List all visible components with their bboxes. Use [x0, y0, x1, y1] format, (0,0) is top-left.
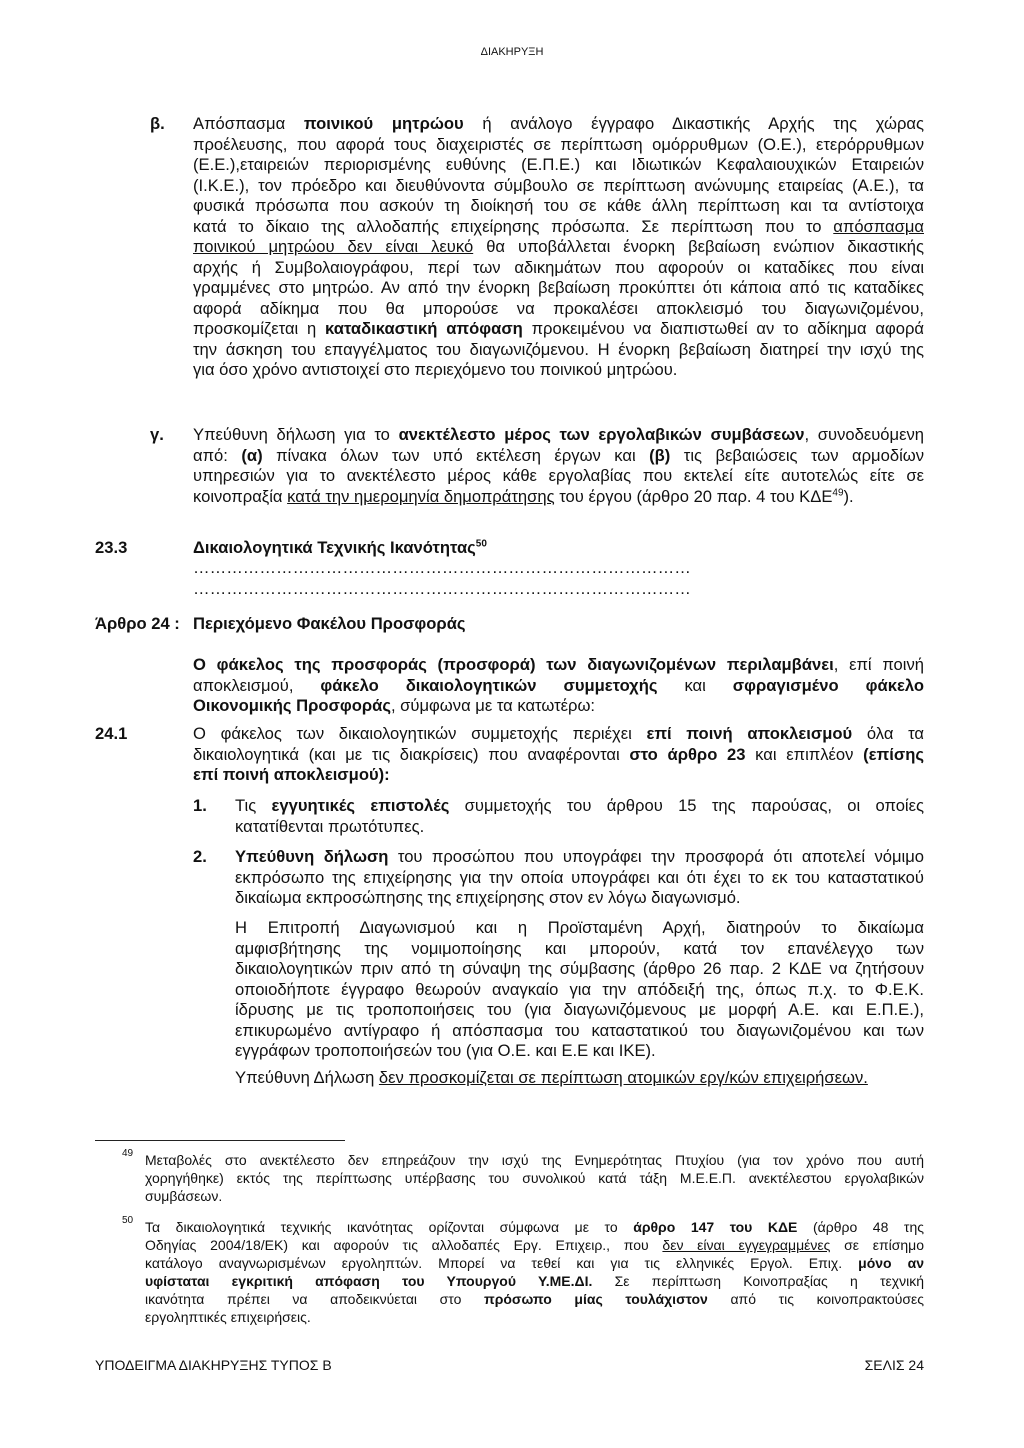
committee-paragraph: Η Επιτροπή Διαγωνισμού και η Προϊσταμένη Αρχή, διατηρούν το δικαίωμα αμφισβήτησης της νομιμοποίησης και μπορούν, κατά τον επανέλεγχο των δικαιολογητικών πριν από τη σύναψη της σύμβασης (άρθρο 26 παρ. 2 ΚΔΕ να ζητήσουν οποιοδήποτε έγγραφο θεωρούν αναγκαίο για την απόδειξή της, όπως π.χ. το Φ.Ε.Κ. ίδρυσης με τις τροποποιήσεις του (για διαγωνιζόμενους με μορφή Α.Ε. και Ε.Π.Ε.), επικυρωμένο αντίγραφο ή απόσπασμα του καταστατικού του διαγωνιζομένου και των εγγράφων τροποποιήσεών του (για Ο.Ε. και Ε.Ε και ΙΚΕ). — [235, 918, 924, 1060]
para-c-marker: γ. — [150, 425, 164, 444]
para-b-marker: β. — [150, 114, 165, 133]
para-c-text: Υπεύθυνη δήλωση για το ανεκτέλεστο μέρος των εργολαβικών συμβάσεων, συνοδευόμενη από: (α) πίνακα όλων των υπό εκτέλεση έργων και (β) τις βεβαιώσεις των αρμοδίων υπηρεσιών για το ανεκτέλεστο μέρος κάθε εργολαβίας που εκτελεί είτε αυτοτελώς είτε σε κοινοπραξία κατά την ημερομηνία δημοπράτησης του έργου (άρθρο 20 παρ. 4 του ΚΔΕ$^{49}$). — [193, 425, 924, 506]
article-24-label: Άρθρο 24 : — [95, 614, 180, 633]
item-1-text: Τις εγγυητικές επιστολές συμμετοχής του άρθρου 15 της παρούσας, οι οποίες κατατίθενται πρωτότυπες. — [235, 796, 924, 836]
section-23-3-dots: ……………………………………………………………………………… ……………………………………………………………………………… — [193, 558, 691, 598]
article-24-title: Περιεχόμενο Φακέλου Προσφοράς — [193, 614, 466, 633]
item-2-text: Υπεύθυνη δήλωση του προσώπου που υπογράφει την προσφορά ότι αποτελεί νόμιμο εκπρόσωπο της επιχείρησης για την οποία υπογράφει και ότι έχει το εκ του καταστατικού δικαίωμα εκπροσώπησης της επιχείρησης στον εν λόγω διαγωνισμό. — [235, 847, 924, 907]
item-1-number: 1. — [193, 796, 207, 815]
section-24-1-number: 24.1 — [95, 724, 128, 743]
article-24-intro: Ο φάκελος της προσφοράς (προσφορά) των διαγωνιζομένων περιλαμβάνει, επί ποινή αποκλεισμού, φάκελο δικαιολογητικών συμμετοχής και σφραγισμένο φάκελο Οικονομικής Προσφοράς, σύμφωνα με τα κατωτέρω: — [193, 655, 924, 715]
footer-left: ΥΠΟΔΕΙΓΜΑ ΔΙΑΚΗΡΥΞΗΣ ΤΥΠΟΣ Β — [95, 1357, 332, 1373]
footnote-49-number: 49 — [122, 1148, 134, 1159]
para-b-text: Απόσπασμα ποινικού μητρώου ή ανάλογο έγγραφο Δικαστικής Αρχής της χώρας προέλευσης, που αφορά τους διαχειριστές σε περίπτωση ομόρρυθμων (Ο.Ε.), ετερόρρυθμων (Ε.Ε.),εταιρειών περιορισμένης ευθύνης (Ε.Π.Ε.) και Ιδιωτικών Κεφαλαιουχικών Εταιρειών (Ι.Κ.Ε.), τον πρόεδρο και διευθύνοντα σύμβουλο σε περίπτωση ανώνυμης εταιρείας (Α.Ε.), τα φυσικά πρόσωπα που ασκούν τη διοίκησή του σε κάθε άλλη περίπτωση και τα αντίστοιχα κατά το δίκαιο της αλλοδαπής επιχείρησης πρόσωπα. Σε περίπτωση που το απόσπασμα ποινικού μητρώου δεν είναι λευκό θα υποβάλλεται ένορκη βεβαίωση ενώπιον δικαστικής αρχής ή Συμβολαιογράφου, περί των αδικημάτων που αφορούν οι καταδίκες που είναι γραμμένες στο μητρώο. Αν από την ένορκη βεβαίωση προκύπτει ότι κάποια από τις καταδίκες αφορά αδίκημα που θα μπορούσε να προκαλέσει αποκλεισμό του διαγωνιζομένου, προσκομίζεται η καταδικαστική απόφαση προκειμένου να διαπιστωθεί αν το αδίκημα αφορά την άσκηση του επαγγέλματος του διαγωνιζόμενου. Η ένορκη βεβαίωση διατηρεί την ισχύ της για όσο χρόνο αντιστοιχεί στο περιεχόμενο του ποινικού μητρώου. — [193, 114, 924, 379]
declaration-note: Υπεύθυνη Δήλωση δεν προσκομίζεται σε περίπτωση ατομικών εργ/κών επιχειρήσεων. — [235, 1068, 868, 1087]
section-23-3-number: 23.3 — [95, 538, 128, 557]
section-23-3-title: Δικαιολογητικά Τεχνικής Ικανότητας$^{50}$ — [193, 538, 487, 557]
section-24-1-text: Ο φάκελος των δικαιολογητικών συμμετοχής περιέχει επί ποινή αποκλεισμού όλα τα δικαιολογητικά (και με τις διακρίσεις) που αναφέρονται στο άρθρο 23 και επιπλέον (επίσης επί ποινή αποκλεισμού): — [193, 724, 924, 784]
page-header-title: ΔΙΑΚΗΡΥΞΗ — [480, 46, 544, 58]
footer-page-number: ΣΕΛΙΣ 24 — [864, 1357, 924, 1373]
footnote-50-text: Τα δικαιολογητικά τεχνικής ικανότητας ορίζονται σύμφωνα με το άρθρο 147 του ΚΔΕ (άρθρο 48 της Οδηγίας 2004/18/ΕΚ) και αφορούν τις αλλοδαπές Εργ. Επιχειρ., που δεν είναι εγγεγραμμένες σε επίσημο κατάλογο αναγνωρισμένων εργοληπτών. Μπορεί να τεθεί και για τις ελληνικές Εργολ. Επιχ. μόνο αν υφίσταται εγκριτική απόφαση του Υπουργού Υ.ΜΕ.ΔΙ. Σε περίπτωση Κοινοπραξίας η τεχνική ικανότητα πρέπει να αποδεικνύεται στο πρόσωπο μίας τουλάχιστον από τις κοινοπρακτούσες εργοληπτικές επιχειρήσεις. — [145, 1219, 925, 1325]
footnote-50-number: 50 — [122, 1215, 134, 1226]
item-2-number: 2. — [193, 847, 207, 866]
footnote-49-text: Μεταβολές στο ανεκτέλεστο δεν επηρεάζουν την ισχύ της Ενημερότητας Πτυχίου (για τον χρόνο που αυτή χορηγήθηκε) εκτός της περίπτωσης υπέρβασης του συνολικού κατά τάξη Μ.Ε.Ε.Π. ανεκτέλεστου εργολαβικών συμβάσεων. — [145, 1152, 924, 1204]
footnote-separator — [95, 1140, 345, 1141]
